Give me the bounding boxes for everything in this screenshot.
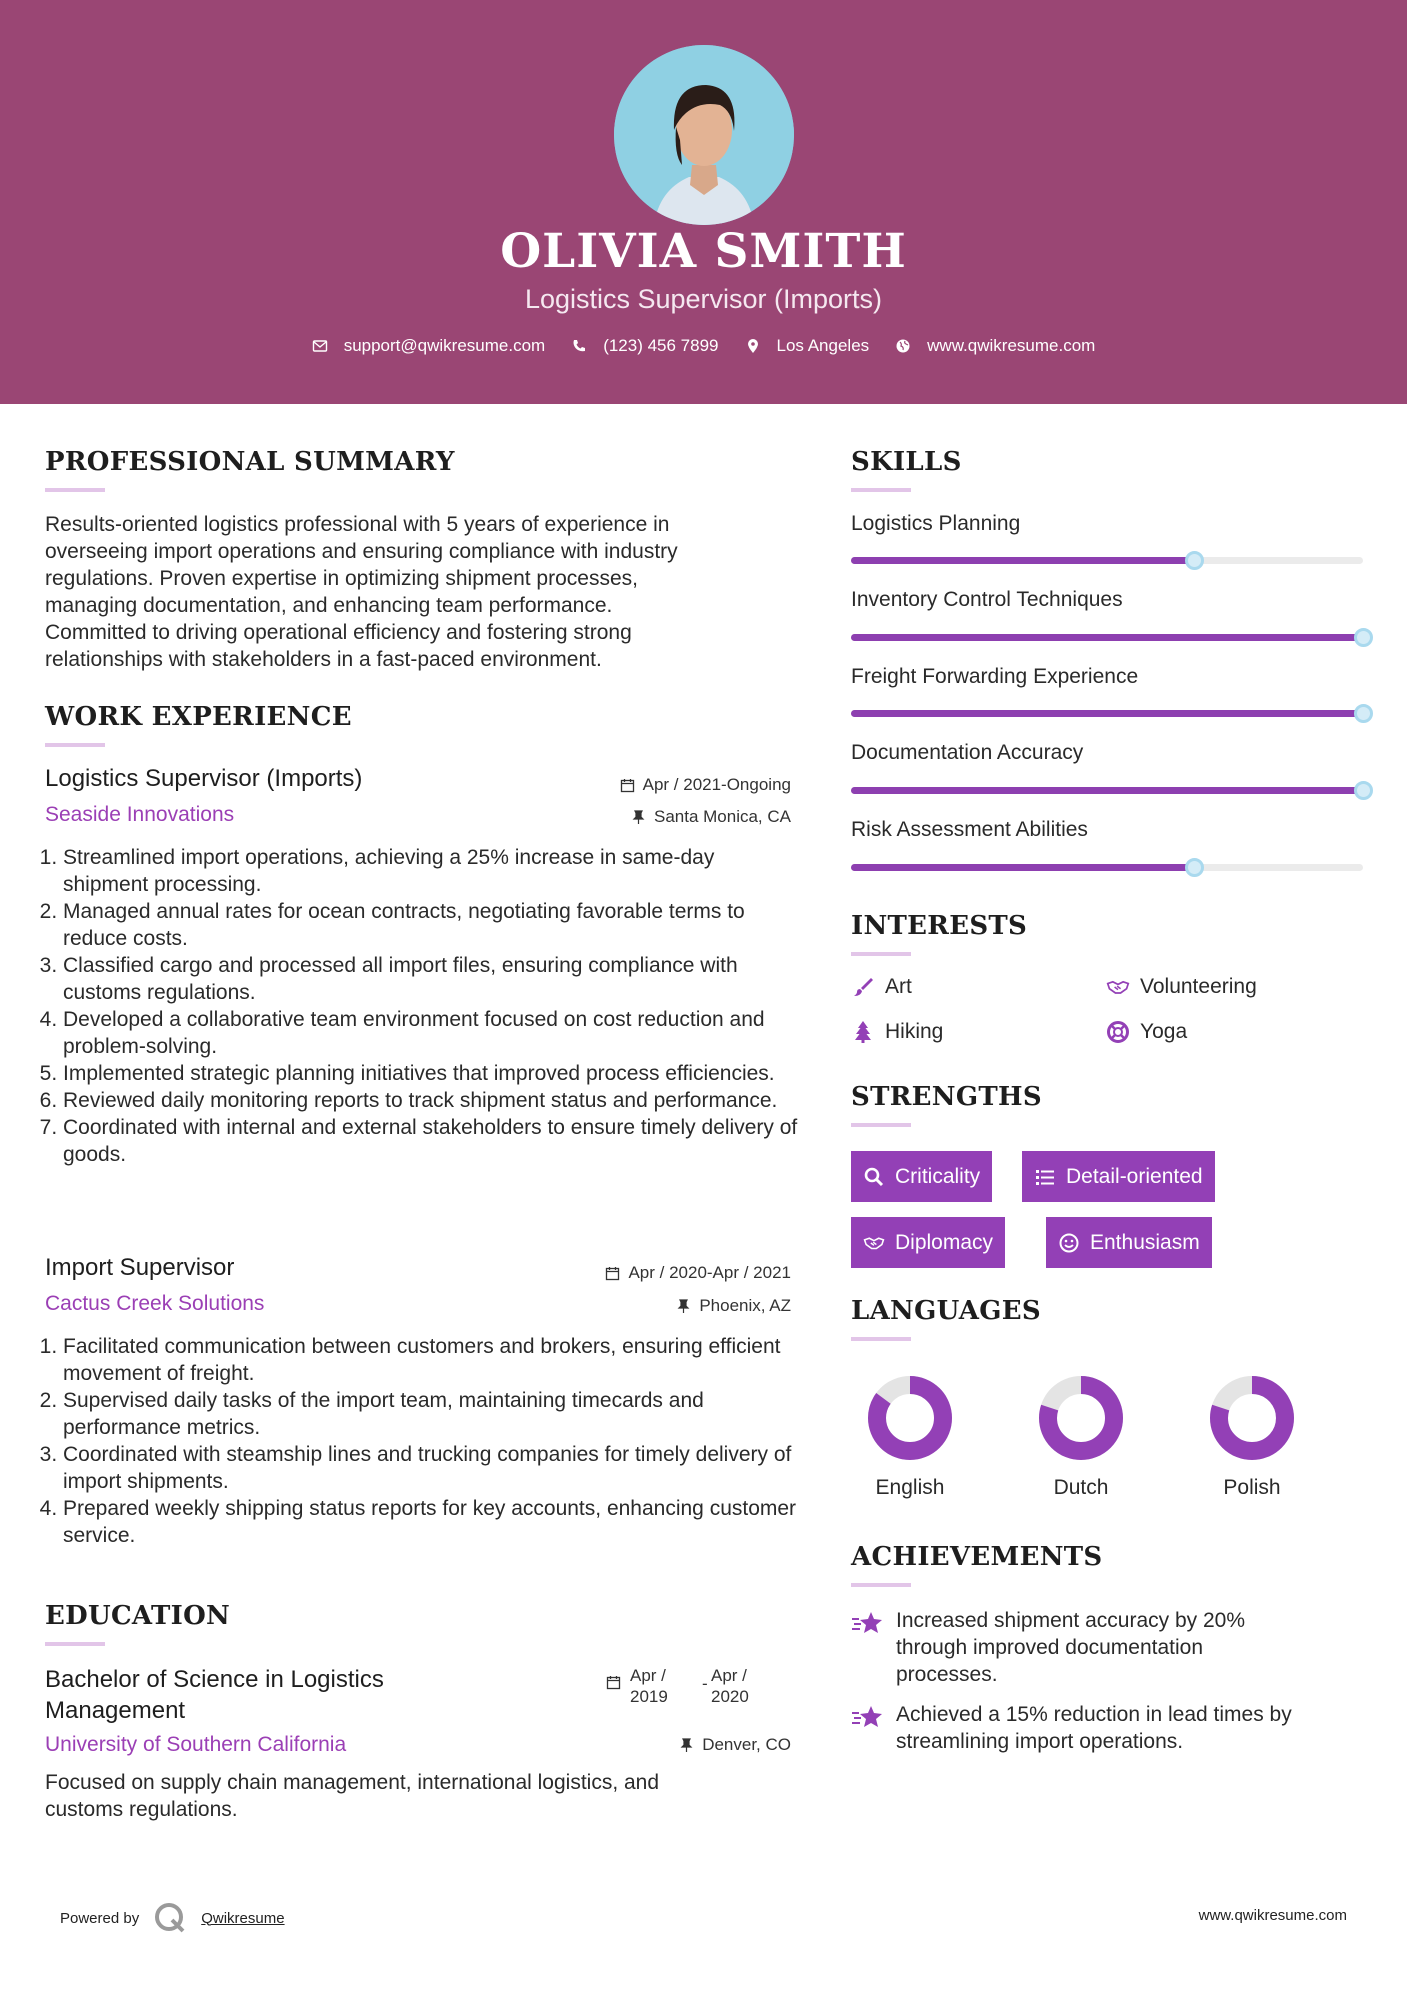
interests-rule (851, 952, 911, 956)
list-item: 6. Reviewed daily monitoring reports to track shipment status and performance. (63, 1087, 800, 1114)
list-item: 3. Classified cargo and processed all import files, ensuring compliance with customs regulations. (63, 952, 800, 1006)
list-item: 2. Supervised daily tasks of the import team, maintaining timecards and performance metrics. (63, 1387, 800, 1441)
skill-fill (851, 557, 1194, 564)
edu-location (679, 1735, 791, 1755)
job-title: Logistics Supervisor (Imports) (45, 765, 363, 792)
date-part: Apr / (711, 1666, 747, 1685)
list-item: 1. Streamlined import operations, achieving a 25% increase in same-day shipment processing. (63, 844, 800, 898)
tree-icon (851, 1020, 875, 1044)
date-part: Apr / (630, 1666, 666, 1685)
footer-url[interactable]: www.qwikresume.com (1198, 1907, 1347, 1924)
achievement-text (896, 1607, 1336, 1688)
pushpin-icon (676, 1299, 691, 1314)
achievement-item (851, 1701, 1336, 1755)
interest-label: Yoga (1140, 1020, 1188, 1043)
globe-icon (895, 338, 911, 354)
list-item: 3. Coordinated with steamship lines and trucking companies for timely delivery of import shipments. (63, 1441, 800, 1495)
summary-line: managing documentation, and enhancing team performance. (45, 594, 613, 617)
qwikresume-logo-icon (153, 1901, 187, 1935)
profile-photo (614, 45, 794, 225)
skill-name: Logistics Planning (851, 512, 1021, 535)
language-item (1192, 1373, 1312, 1500)
strength-label: Detail-oriented (1066, 1164, 1203, 1188)
job-date (605, 1263, 791, 1283)
skill-fill (851, 787, 1363, 794)
skill-fill (851, 864, 1194, 871)
smile-icon (1058, 1232, 1080, 1254)
skills-rule (851, 488, 911, 492)
languages-heading: LANGUAGES (851, 1296, 1041, 1326)
resume-header (0, 0, 1407, 404)
education-heading: EDUCATION (45, 1601, 231, 1631)
strengths-rule (851, 1123, 911, 1127)
handshake-icon (1106, 975, 1130, 999)
skill-bar (851, 634, 1363, 641)
interest-label: Volunteering (1140, 975, 1257, 998)
calendar-icon (620, 778, 635, 793)
school-name: University of Southern California (45, 1733, 347, 1756)
phone-text: (123) 456 7899 (603, 336, 719, 355)
interest-label: Hiking (885, 1020, 944, 1043)
skill-bar (851, 787, 1363, 794)
language-label: Polish (1223, 1476, 1281, 1499)
calendar-icon (605, 1266, 620, 1281)
company-name: Seaside Innovations (45, 803, 235, 826)
edu-calendar (606, 1675, 621, 1695)
language-item (1021, 1373, 1141, 1500)
degree-line: Management (45, 1697, 186, 1724)
edu-date-start (630, 1665, 668, 1707)
skill-knob (1185, 858, 1204, 877)
job-location (631, 807, 791, 827)
skill-name: Risk Assessment Abilities (851, 818, 1088, 841)
skill-bar (851, 864, 1363, 871)
language-item (850, 1373, 970, 1500)
language-ring (865, 1373, 955, 1463)
interest-item (1106, 975, 1257, 999)
summary-text (45, 511, 678, 673)
skill-knob (1354, 704, 1373, 723)
map-pin-icon (745, 338, 761, 354)
degree-title (45, 1664, 384, 1726)
summary-line: Results-oriented logistics professional with 5 years of experience in (45, 513, 670, 536)
skill-bar (851, 557, 1363, 564)
summary-line: regulations. Proven expertise in optimizing shipment processes, (45, 567, 638, 590)
job-date-text: Apr / 2020-Apr / 2021 (628, 1263, 791, 1282)
pushpin-icon (679, 1738, 694, 1753)
edu-date-sep: - (702, 1674, 708, 1693)
strength-label: Diplomacy (895, 1230, 994, 1254)
strength-chip (851, 1151, 992, 1202)
achievement-item (851, 1607, 1336, 1688)
footer-powered-by (60, 1901, 285, 1935)
work-heading: WORK EXPERIENCE (45, 702, 352, 732)
contact-phone[interactable] (571, 336, 718, 356)
education-desc (45, 1769, 659, 1823)
interest-item (851, 1020, 943, 1044)
interests-heading: INTERESTS (851, 911, 1028, 941)
contact-website[interactable] (895, 336, 1095, 356)
summary-line: Committed to driving operational efficiency and fostering strong (45, 621, 632, 644)
job-date (620, 775, 791, 795)
envelope-icon (312, 338, 328, 354)
language-ring (1207, 1373, 1297, 1463)
degree-line: Bachelor of Science in Logistics (45, 1666, 384, 1693)
languages-rule (851, 1337, 911, 1341)
desc-line: customs regulations. (45, 1798, 238, 1821)
achievement-line: through improved documentation (896, 1636, 1204, 1659)
summary-line: overseeing import operations and ensuring compliance with industry (45, 540, 678, 563)
skill-name: Inventory Control Techniques (851, 588, 1123, 611)
achievements-heading: ACHIEVEMENTS (851, 1542, 1103, 1572)
list-item: 7. Coordinated with internal and external stakeholders to ensure timely delivery of goods. (63, 1114, 800, 1168)
contact-bar (0, 336, 1407, 356)
brand-link[interactable]: Qwikresume (201, 1909, 285, 1927)
paintbrush-icon (851, 975, 875, 999)
email-text: support@qwikresume.com (343, 336, 546, 355)
website-text: www.qwikresume.com (927, 336, 1096, 355)
summary-heading: PROFESSIONAL SUMMARY (45, 447, 455, 477)
date-part: 2020 (711, 1687, 749, 1706)
powered-by-text: Powered by (60, 1909, 140, 1927)
strength-chip (1022, 1151, 1215, 1202)
education-rule (45, 1642, 105, 1646)
job-bullets (45, 844, 800, 1168)
interest-label: Art (885, 975, 912, 998)
list-item: 4. Developed a collaborative team environment focused on cost reduction and problem-solving. (63, 1006, 800, 1060)
list-item: 5. Implemented strategic planning initiatives that improved process efficiencies. (63, 1060, 800, 1087)
summary-rule (45, 488, 105, 492)
strength-chip (851, 1217, 1005, 1268)
achievement-line: Achieved a 15% reduction in lead times by (896, 1703, 1292, 1726)
strength-label: Enthusiasm (1090, 1230, 1200, 1254)
achievement-text (896, 1701, 1336, 1755)
list-item: 4. Prepared weekly shipping status reports for key accounts, enhancing customer service. (63, 1495, 800, 1549)
edu-date-end (711, 1665, 749, 1707)
skill-knob (1354, 781, 1373, 800)
contact-location (745, 336, 870, 356)
skills-heading: SKILLS (851, 447, 962, 477)
handshake-icon (863, 1232, 885, 1254)
desc-line: Focused on supply chain management, international logistics, and (45, 1771, 660, 1794)
shooting-star-icon (851, 1609, 883, 1637)
skill-fill (851, 710, 1363, 717)
skill-name: Documentation Accuracy (851, 741, 1084, 764)
company-name: Cactus Creek Solutions (45, 1292, 265, 1315)
skill-bar (851, 710, 1363, 717)
interest-item (851, 975, 912, 999)
work-rule (45, 743, 105, 747)
job-title: Import Supervisor (45, 1254, 235, 1281)
language-ring (1036, 1373, 1126, 1463)
achievement-line: processes. (896, 1663, 998, 1686)
job-location-text: Phoenix, AZ (699, 1296, 791, 1315)
lifering-icon (1106, 1020, 1130, 1044)
language-label: English (875, 1476, 945, 1499)
achievement-line: streamlining import operations. (896, 1730, 1184, 1753)
skill-fill (851, 634, 1363, 641)
interest-item (1106, 1020, 1187, 1044)
job-location-text: Santa Monica, CA (653, 807, 791, 826)
list-icon (1034, 1166, 1056, 1188)
summary-line: relationships with stakeholders in a fast-paced environment. (45, 648, 602, 671)
job-bullets (45, 1333, 800, 1549)
language-label: Dutch (1053, 1476, 1109, 1499)
achievement-line: Increased shipment accuracy by 20% (896, 1609, 1246, 1632)
skill-name: Freight Forwarding Experience (851, 665, 1139, 688)
skill-knob (1185, 551, 1204, 570)
calendar-icon (606, 1675, 621, 1690)
phone-icon (571, 338, 587, 354)
achievements-rule (851, 1583, 911, 1587)
strength-label: Criticality (895, 1164, 981, 1188)
location-text: Los Angeles (776, 336, 870, 355)
list-item: 2. Managed annual rates for ocean contracts, negotiating favorable terms to reduce costs. (63, 898, 800, 952)
candidate-name: OLIVIA SMITH (500, 224, 907, 279)
strengths-heading: STRENGTHS (851, 1082, 1042, 1112)
search-icon (863, 1166, 885, 1188)
pushpin-icon (631, 810, 646, 825)
skill-knob (1354, 628, 1373, 647)
job-date-text: Apr / 2021-Ongoing (642, 775, 791, 794)
job-location (676, 1296, 791, 1316)
candidate-title: Logistics Supervisor (Imports) (524, 284, 883, 314)
list-item: 1. Facilitated communication between customers and brokers, ensuring efficient movement of freight. (63, 1333, 800, 1387)
strength-chip (1046, 1217, 1212, 1268)
shooting-star-icon (851, 1703, 883, 1731)
date-part: 2019 (630, 1687, 668, 1706)
edu-location-text: Denver, CO (702, 1735, 791, 1754)
contact-email[interactable] (312, 336, 546, 356)
